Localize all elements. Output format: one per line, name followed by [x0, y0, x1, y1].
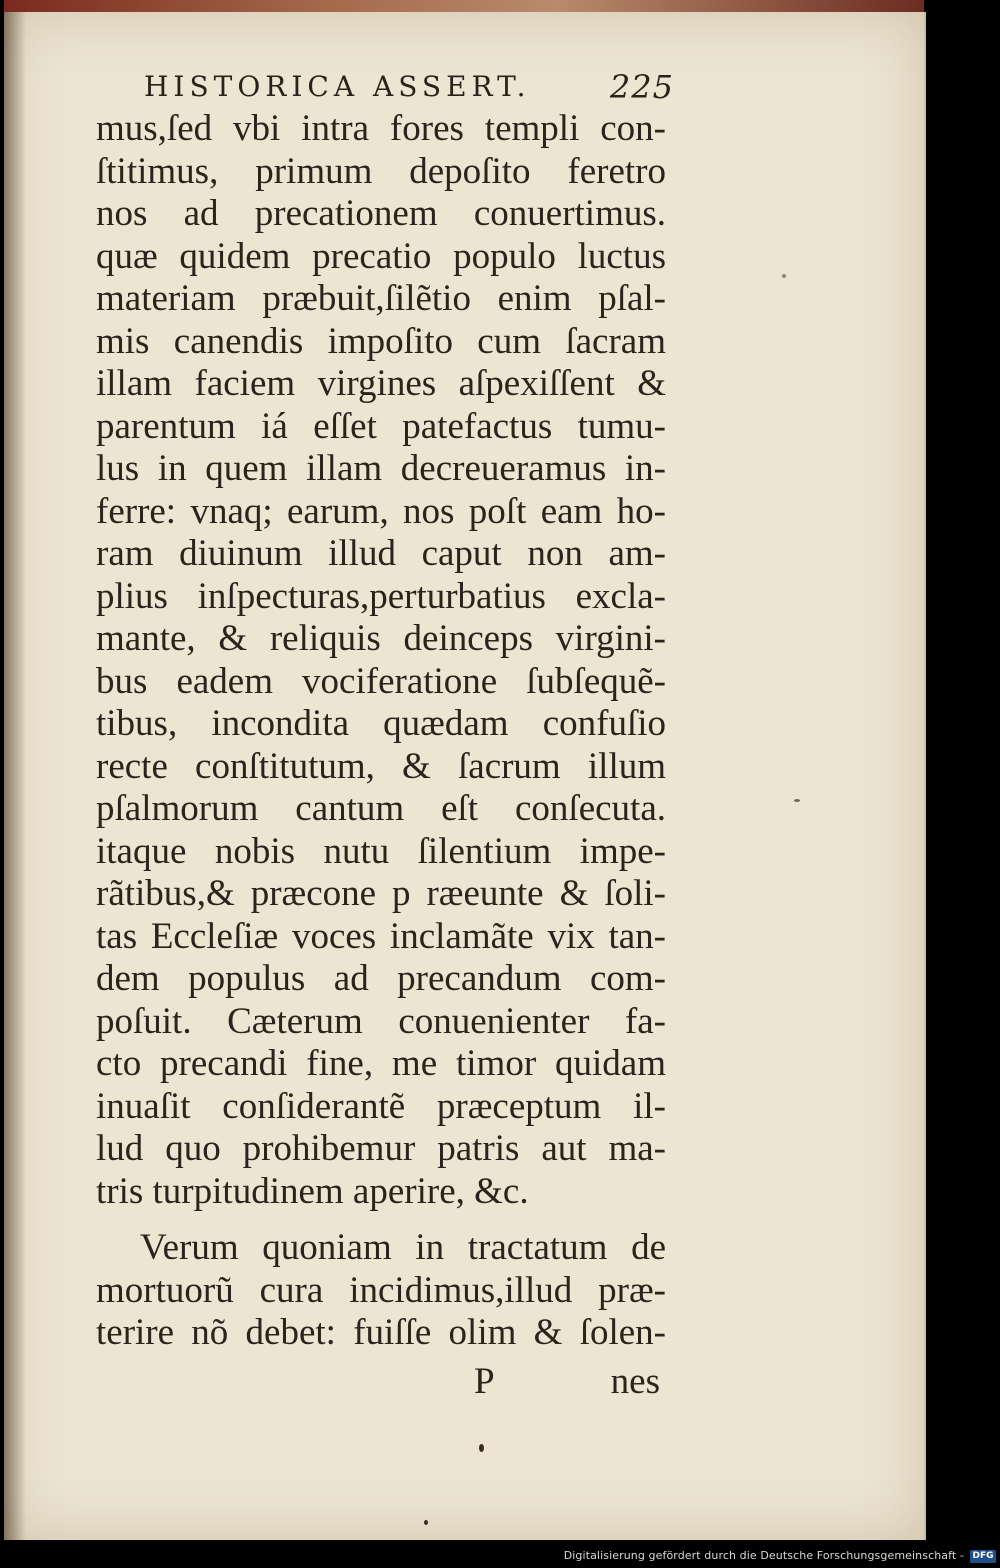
text-line: tas Eccleſiæ voces inclamãte vix tan- — [96, 915, 666, 957]
text-line: parentum iá eſſet patefactus tumu- — [96, 405, 666, 447]
text-line: lud quo prohibemur patris aut ma- — [96, 1128, 666, 1169]
text-line: ferre: vnaq; earum, nos poſt eam ho- — [96, 490, 666, 532]
paragraph-gap — [96, 1213, 666, 1227]
text-line: lus in quem illam decreueramus in- — [96, 448, 666, 489]
text-line: mante, & reliquis deinceps virgini- — [96, 618, 666, 659]
ink-speck — [794, 799, 800, 802]
text-line: pſalmorum cantum eſt conſecuta. — [96, 788, 666, 829]
text-line: mus,ſed vbi intra fores templi con- — [96, 108, 666, 149]
page-binding-shadow — [4, 12, 26, 1540]
text-line: bus eadem vociferatione ſubſequẽ- — [96, 660, 666, 702]
text-line: cto precandi fine, me timor quidam — [96, 1043, 666, 1084]
digitization-credit: Digitalisierung gefördert durch die Deutsche Forschungsgemeinschaft - — [563, 1549, 964, 1562]
ink-speck — [424, 1520, 428, 1525]
text-line: recte conſtitutum, & ſacrum illum — [96, 745, 666, 787]
text-line: plius inſpecturas,perturbatius excla- — [96, 575, 666, 617]
ink-speck — [782, 274, 786, 278]
text-line: quæ quidem precatio populo luctus — [96, 235, 666, 277]
text-line: itaque nobis nutu ſilentium impe- — [96, 830, 666, 872]
catchword: nes — [610, 1361, 660, 1402]
text-line: terire nõ debet: fuiſſe olim & ſolen- — [96, 1312, 666, 1353]
text-line: materiam præbuit,ſilẽtio enim pſal- — [96, 278, 666, 319]
text-line: mis canendis impoſito cum ſacram — [96, 320, 666, 362]
text-line: nos ad precationem conuertimus. — [96, 193, 666, 234]
text-line: dem populus ad precandum com- — [96, 958, 666, 999]
text-line: tibus, incondita quædam confuſio — [96, 703, 666, 744]
text-line: illam faciem virgines aſpexiſſent & — [96, 363, 666, 404]
book-page — [4, 12, 926, 1540]
text-line: Verum quoniam in tractatum de — [140, 1227, 666, 1268]
ink-speck — [479, 1444, 484, 1452]
text-line: rãtibus,& præcone p ræeunte & ſoli- — [96, 873, 666, 914]
text-line: ſtitimus, primum depoſito feretro — [96, 150, 666, 192]
page-number: 225 — [609, 68, 674, 106]
dfg-logo: DFG — [970, 1550, 996, 1563]
signature-mark: P — [474, 1361, 495, 1402]
page-footer — [96, 1354, 666, 1404]
text-line: inuaſit conſiderantẽ præceptum il- — [96, 1085, 666, 1127]
page-body-text — [96, 108, 666, 1355]
running-head — [144, 68, 674, 108]
text-line: mortuorũ cura incidimus,illud præ- — [96, 1269, 666, 1311]
running-head-title: HISTORICA ASSERT. — [144, 70, 531, 103]
text-line: poſuit. Cæterum conuenienter fa- — [96, 1000, 666, 1042]
text-line: ram diuinum illud caput non am- — [96, 533, 666, 574]
text-line: tris turpitudinem aperire, &c. — [96, 1170, 529, 1212]
